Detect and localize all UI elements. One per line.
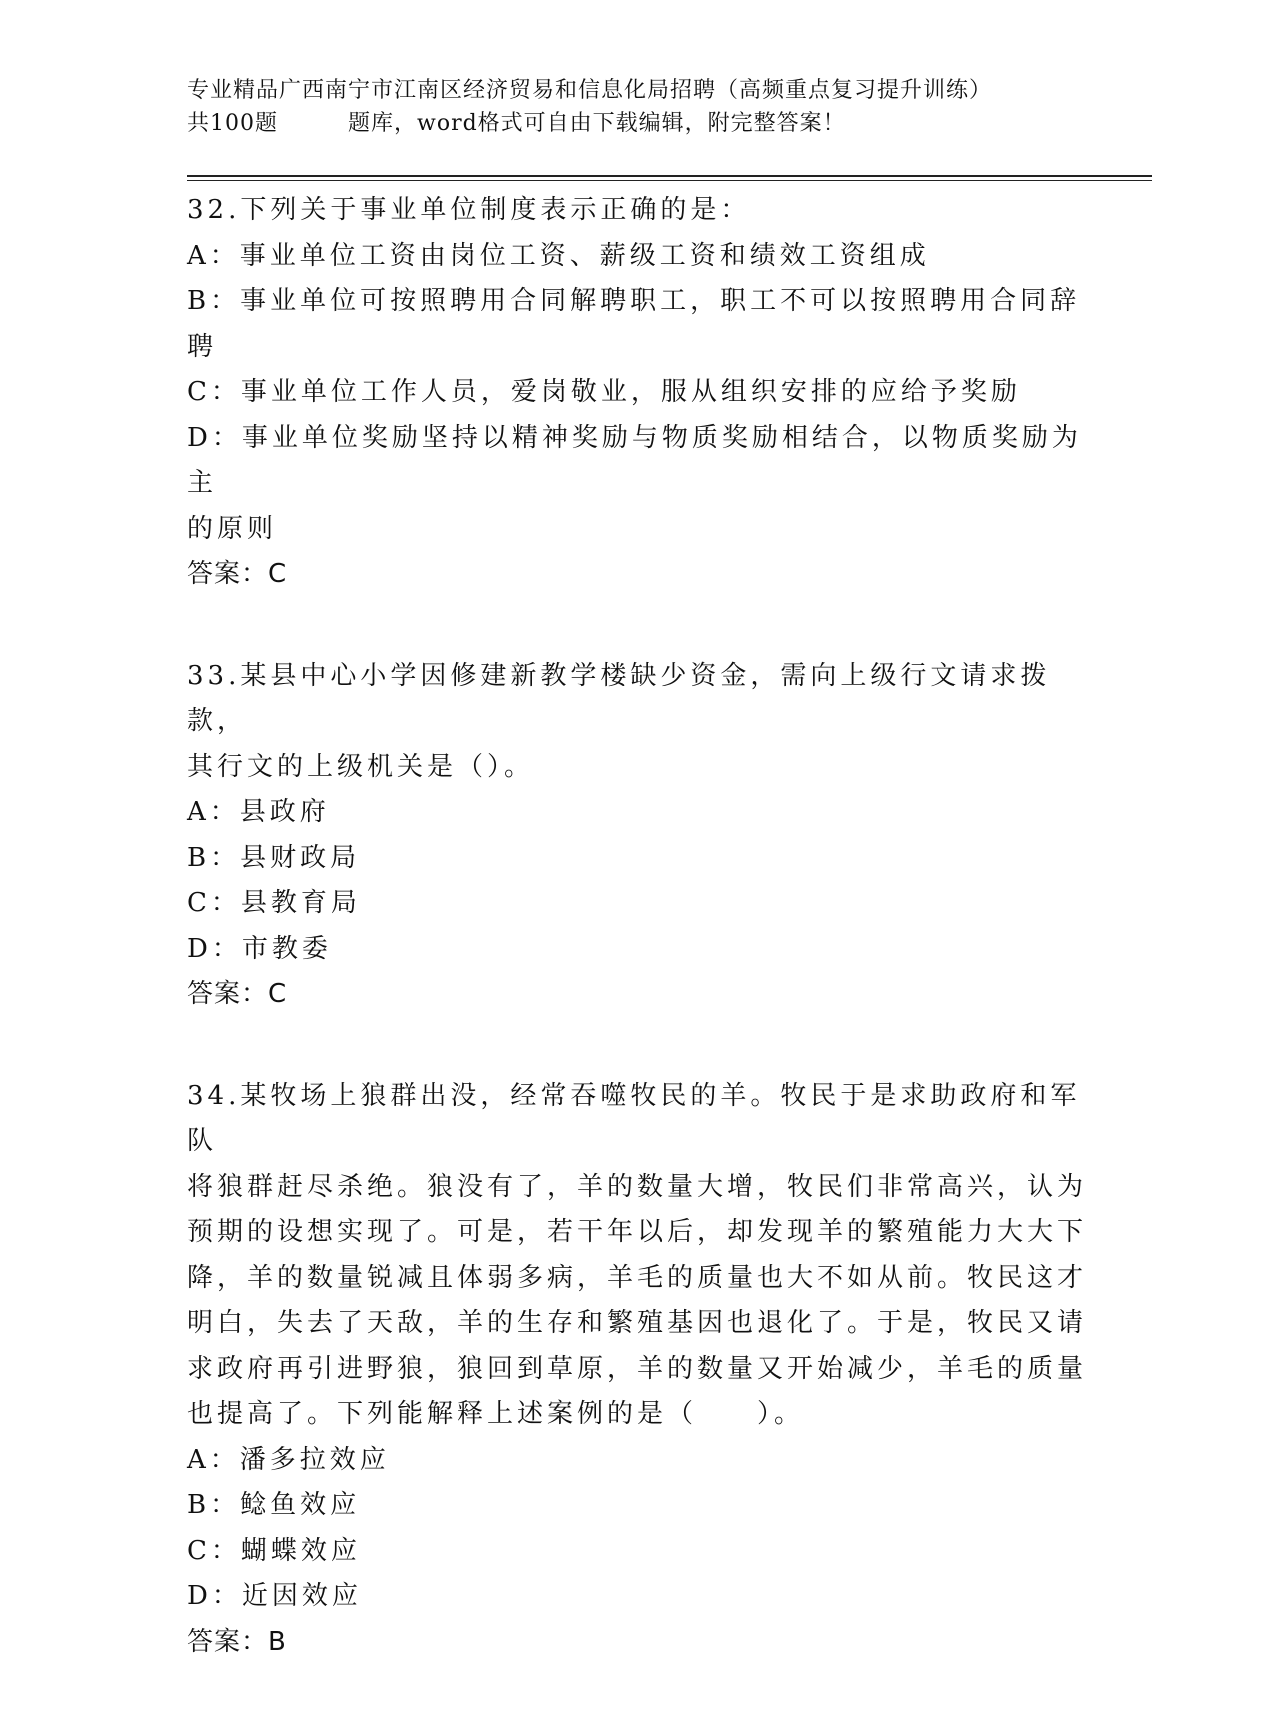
option-a: A：事业单位工资由岗位工资、薪级工资和绩效工资组成	[187, 240, 930, 271]
question-32	[187, 188, 1087, 598]
question-stem-continued: 预期的设想实现了。可是，若干年以后，却发现羊的繁殖能力大大下	[187, 1217, 1088, 1247]
question-stem-continued: 降，羊的数量锐减且体弱多病，羊毛的质量也大不如从前。牧民这才	[187, 1262, 1088, 1293]
question-stem-continued: 也提高了。下列能解释上述案例的是（ ）。	[187, 1399, 805, 1429]
option-d: D：事业单位奖励坚持以精神奖励与物质奖励相结合，以物质奖励为主	[187, 422, 1082, 498]
answer-label: 答案：C	[187, 979, 288, 1009]
header-subtitle-line	[187, 107, 1087, 140]
header-divider-thin	[187, 180, 1152, 181]
option-a: A：潘多拉效应	[187, 1444, 390, 1475]
question-list	[187, 188, 1087, 1721]
option-d: D：近因效应	[187, 1581, 362, 1611]
question-stem-continued: 求政府再引进野狼，狼回到草原，羊的数量又开始减少，羊毛的质量	[187, 1353, 1088, 1384]
option-a: A：县政府	[187, 797, 330, 827]
option-c: C：事业单位工作人员，爱岗敬业，服从组织安排的应给予奖励	[187, 377, 1021, 407]
answer-label: 答案：B	[187, 1626, 287, 1657]
option-d: D：市教委	[187, 933, 332, 964]
question-count: 共100题	[187, 111, 278, 136]
question-stem: 34.某牧场上狼群出没，经常吞噬牧民的羊。牧民于是求助政府和军队	[187, 1080, 1081, 1156]
option-d-continued: 的原则	[187, 513, 278, 544]
option-b: B：鲶鱼效应	[187, 1490, 361, 1520]
question-stem-continued: 明白，失去了天敌，羊的生存和繁殖基因也退化了。于是，牧民又请	[187, 1308, 1088, 1338]
option-b: B：县财政局	[187, 842, 361, 873]
question-stem-continued: 其行文的上级机关是（）。	[187, 751, 535, 782]
question-stem: 32.下列关于事业单位制度表示正确的是：	[187, 195, 751, 225]
question-stem-continued: 将狼群赶尽杀绝。狼没有了，羊的数量大增，牧民们非常高兴，认为	[187, 1171, 1088, 1202]
header-description: 题库，word格式可自由下载编辑，附完整答案！	[348, 111, 846, 136]
option-b: B：事业单位可按照聘用合同解聘职工，职工不可以按照聘用合同辞聘	[187, 286, 1081, 362]
answer-label: 答案：C	[187, 559, 288, 589]
question-34	[187, 1074, 1087, 1666]
option-c: C：蝴蝶效应	[187, 1535, 361, 1566]
document-header	[187, 74, 1087, 140]
question-stem: 33.某县中心小学因修建新教学楼缺少资金，需向上级行文请求拨款，	[187, 660, 1051, 736]
header-title-line: 专业精品广西南宁市江南区经济贸易和信息化局招聘（高频重点复习提升训练）	[187, 78, 993, 103]
option-c: C：县教育局	[187, 888, 361, 918]
question-33	[187, 654, 1087, 1018]
header-divider-thick	[187, 175, 1152, 177]
